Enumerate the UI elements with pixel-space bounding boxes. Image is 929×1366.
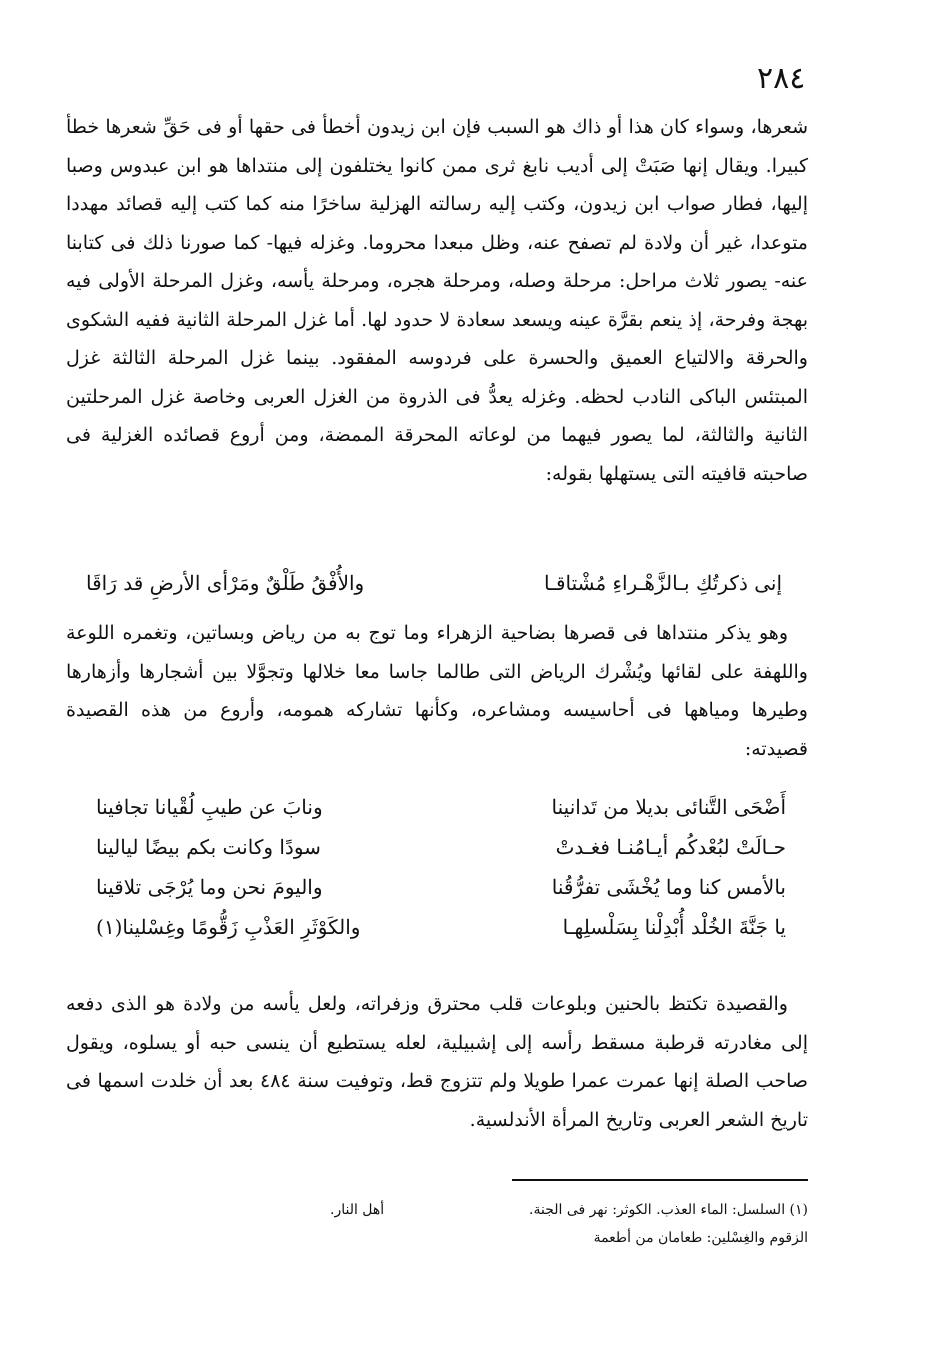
paragraph-text: والقصيدة تكتظ بالحنين وبلوعات قلب محترق وزفراته، ولعل يأسه من ولادة هو الذى دفعه إلى مغادرته قرطبة مسقط رأسه إلى إشبيلية، لعله يستطيع أن ينسى حبه أو يسلوه، ويقول صاحب الصلة إنها عمرت عمرا طويلا ولم تتزوج قط، وتوفيت سنة ٤٨٤ بعد أن خلدت اسمها فى تاريخ الشعر العربى وتاريخ المرأة الأندلسية. [66,993,808,1131]
verse-first-hemistich: إنى ذكرتُكِ بـالزَّهْـراءِ مُشْتاقـا [544,571,782,595]
paragraph-text: وهو يذكر منتداها فى قصرها بضاحية الزهراء وما توج به من رياض وبساتين، وتغمره اللوعة واللهفة على لقائها ويُشْرك الرياض التى طالما جاسا معا خلالها وتجوَّلا بين أشجارها وأزهارها وطيرها ومياهها فى أحاسيسه ومشاعره، وكأنها تشاركه همومه، وأروع من هذه القصيدة قصيدته: [66,622,808,760]
page-number: ٢٨٤ [757,61,806,96]
poem-row [96,787,786,827]
poem-second-hemistich: سودًا وكانت بكم بيضًا ليالينا [96,835,321,859]
poem-row [96,907,786,947]
footnote-text: الزقوم والغِسْلين: طعامان من أطعمة [593,1230,808,1246]
poem-first-hemistich: أَضْحَى التَّنائى بديلا من تَدانينا [551,795,786,819]
poem-second-hemistich: والكَوْثَرِ العَذْبِ زَقُّومًا وغِسْلينا(١) [96,915,361,939]
poem-first-hemistich: بالأمس كنا وما يُخْشَى تفرُّقُنا [551,875,786,899]
body-paragraph-3 [66,985,808,1139]
body-paragraph-1 [66,108,808,493]
poem-row [96,827,786,867]
poem-second-hemistich: واليومَ نحن وما يُرْجَى تلاقينا [96,875,323,899]
poem-row [96,867,786,907]
body-paragraph-2 [66,614,808,768]
poem-second-hemistich: ونابَ عن طيبِ لُقْيانا تجافينا [96,795,323,819]
poem-first-hemistich: حـالَتْ لبُعْدكُم أيـامُنـا فغـدتْ [555,835,786,859]
verse-second-hemistich: والأُفْقُ طَلْقٌ ومَرْأى الأرضِ قد رَاقَا [86,571,365,595]
footnotes [330,1196,808,1252]
verse-row [86,563,782,603]
footnote-line [330,1196,808,1224]
footnote-line [330,1224,808,1252]
poem-block [96,787,786,947]
poem-first-hemistich: يا جَنَّةَ الخُلْد أُبْدِلْنا بِسَلْسلِهـا [562,915,786,939]
verse-line [86,563,782,597]
footnote-text: (١) السلسل: الماء العذب. الكوثر: نهر فى الجنة. [529,1202,808,1218]
paragraph-text: شعرها، وسواء كان هذا أو ذاك هو السبب فإن ابن زيدون أخطأ فى حقها أو فى حَقِّ شعرها خطأ كبيرا. ويقال إنها صَبَتْ إلى أديب نابغ ثرى ممن كانوا يختلفون إلى منتداها هو ابن عبدوس وصبا إليها، فطار صواب ابن زيدون، وكتب إليه رسالته الهزلية ساخرًا منه كما كتب إليه قصائد مهددا متوعدا، غير أن ولادة لم تصفح عنه، وظل مبعدا محروما. وغزله فيها- كما صورنا ذلك فى كتابنا عنه- يصور ثلاث مراحل: مرحلة وصله، ومرحلة هجره، ومرحلة يأسه، وغزل المرحلة الأولى فيه بهجة وفرحة، إذ ينعم بقرَّة عينه ويسعد سعادة لا حدود لها. أما غزل المرحلة الثانية ففيه الشكوى والحرقة والالتياع العميق والحسرة على فردوسه المفقود. بينما غزل المرحلة الثالثة غزل المبتئس الباكى النادب لحظه. وغزله يعدُّ فى الذروة من الغزل العربى وخاصة غزل المرحلتين الثانية والثالثة، لما يصور فيهما من لوعاته المحرقة الممضة، ومن أروع قصائده الغزلية فى صاحبته قافيته التى يستهلها بقوله: [66,116,808,485]
footnote-text: أهل النار. [330,1202,385,1218]
footnote-divider [512,1179,808,1181]
